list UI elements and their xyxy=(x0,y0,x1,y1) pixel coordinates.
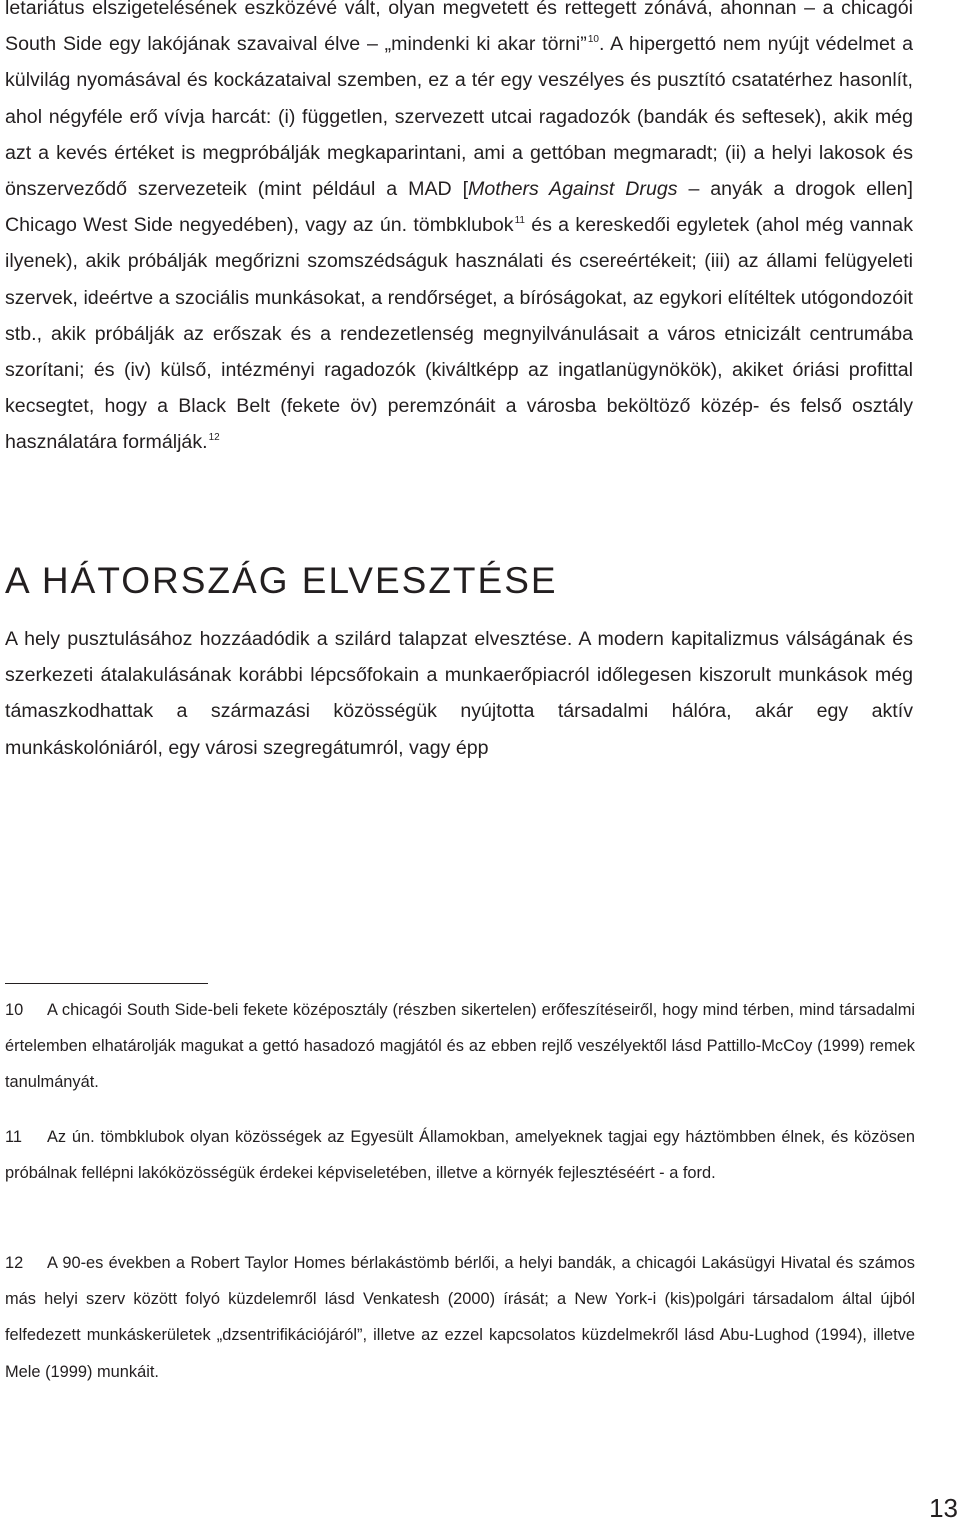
footnote-number: 11 xyxy=(5,1128,23,1146)
page-number: 13 xyxy=(929,1493,958,1523)
body-paragraph-1 xyxy=(5,0,913,461)
footnote-reference-11: 11 xyxy=(514,214,525,226)
section-heading: A HÁTORSZÁG ELVESZTÉSE xyxy=(5,560,558,601)
body-paragraph-2: A hely pusztulásához hozzáadódik a szilárd talapzat elvesztése. A modern kapitalizmus válságának és szerkezeti átalakulásának korábbi lépcsőfokain a munkaerőpiacról időlegesen kiszorult munkások még támaszkodhattak a származási közösségük nyújtotta társadalmi hálóra, akár egy aktív munkáskolóniáról, egy városi szegregátumról, vagy épp xyxy=(5,628,913,759)
paragraph-text: letariátus elszigetelésének eszközévé vált, olyan megvetett és rettegett zónává, ahonnan – a chicagói South Side egy lakójának szavaival élve – „mindenki ki akar törni” xyxy=(5,0,913,56)
footnote-separator xyxy=(5,983,208,984)
footnote-text: Az ún. tömbklubok olyan közösségek az Egyesült Államokban, amelyeknek tagjai egy háztömbben élnek, és közösen próbálnak fellépni lakóközösségük érdekei képviseletében, illetve a környék fejlesztéséért - a ford. xyxy=(5,1128,915,1183)
footnote-number: 12 xyxy=(5,1254,24,1272)
footnote-text: A chicagói South Side-beli fekete középosztály (részben sikertelen) erőfeszítéseiről, hogy mind térben, mind társadalmi értelemben elhatárolják magukat a gettó hasadozó magjától és az ebben rejlő veszélyektől lásd Pattillo-McCoy (1999) remek tanulmányát. xyxy=(5,1001,915,1092)
footnote-12 xyxy=(5,1245,915,1390)
footnote-reference-12: 12 xyxy=(208,431,220,443)
footnote-number: 10 xyxy=(5,1001,24,1019)
footnote-10 xyxy=(5,992,915,1101)
paragraph-text: – anyák a drogok ellen] Chicago West Side negyedében), vagy az ún. tömbklubok xyxy=(5,178,913,237)
paragraph-text: . A hipergettó nem nyújt védelmet a külvilág nyomásával és kockázataival szemben, ez a tér egy veszélyes és pusztító csatatérhez hasonlít, ahol négyféle erő vívja harcát: (i) független, szervezett utcai ragadozók (bandák és seftesek), akik még azt a kevés értéket is megpróbálják megkaparintani, ami a gettóban megmaradt; (ii) a helyi lakosok és önszerveződő szervezeteik (mint például a MAD [ xyxy=(5,33,913,201)
italic-phrase: Mothers Against Drugs xyxy=(468,178,678,201)
footnote-text: A 90-es években a Robert Taylor Homes bérlakástömb bérlői, a helyi bandák, a chicagói Lakásügyi Hivatal és számos más helyi szerv között folyó küzdelemről lásd Venkatesh (2000) írását; a New York-i (kis)polgári társadalom által újból felfedezett munkáskerületek „dzsentrifikációjáról”, illetve az ezzel kapcsolatos küzdelmekről lásd Abu-Lughod (1994), illetve Mele (1999) munkáit. xyxy=(5,1254,915,1381)
footnote-11 xyxy=(5,1119,915,1191)
paragraph-text: és a kereskedői egyletek (ahol még vannak ilyenek), akik próbálják megőrizni szomszédságuk használati és csereértékeit; (iii) az állami felügyeleti szervek, ideértve a szociális munkásokat, a rendőrséget, a bíróságokat, az egykori elítéltek utógondozóit stb., akik próbálják az erőszak és a rendezetlenség megnyilvánulásait a város etnicizált centrumába szorítani; és (iv) külső, intézményi ragadozók (kiváltképp az ingatlanügynökök), akiket óriási profittal kecsegtet, hogy a Black Belt (fekete öv) peremzónáit a városba beköltöző közép- és felső osztály használatára formálják. xyxy=(5,214,913,454)
footnote-reference-10: 10 xyxy=(587,33,599,45)
